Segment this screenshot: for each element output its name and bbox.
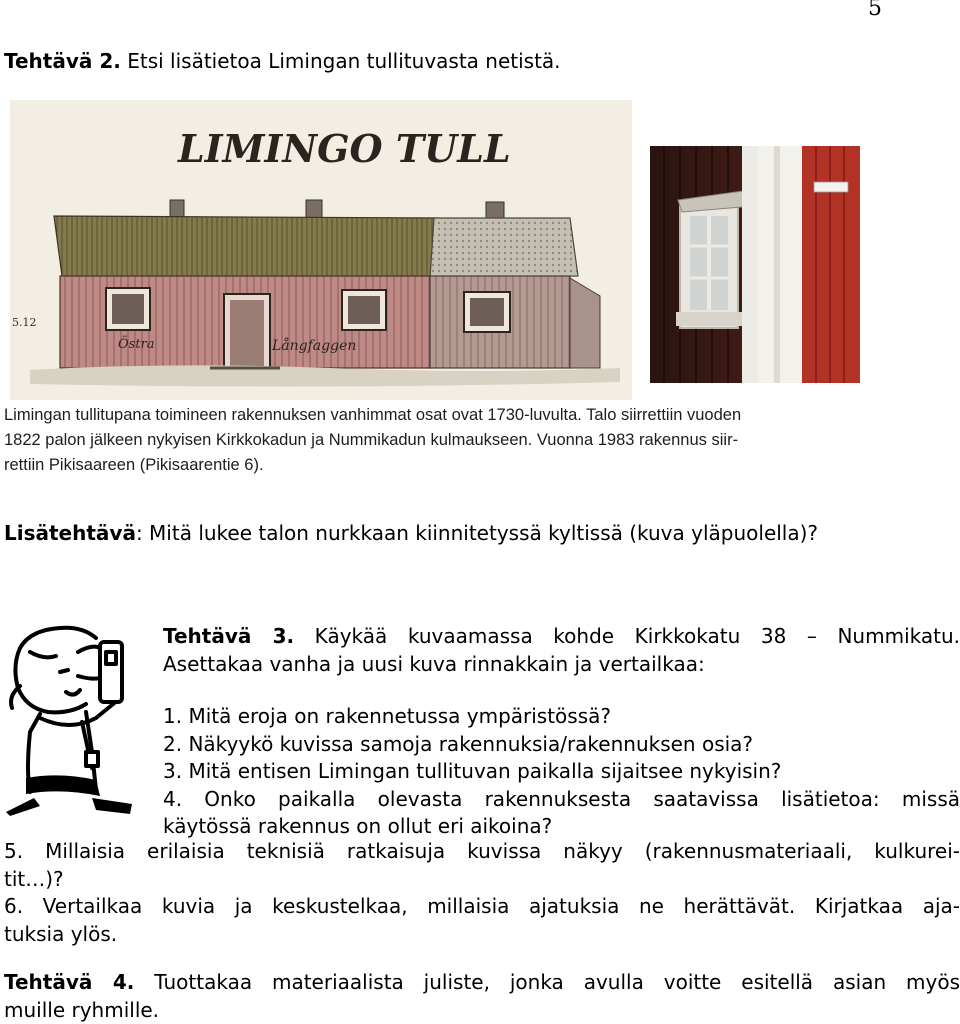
- extra-task: [4, 521, 818, 545]
- question-2: 2. Näkyykö kuvissa samoja rakennuksia/rakennuksen osia?: [163, 731, 960, 759]
- task-3: [163, 622, 960, 678]
- task-4-line-2: muille ryhmille.: [4, 997, 960, 1024]
- task-2-heading: [4, 47, 561, 75]
- right-shoe: [92, 798, 132, 814]
- chimney: [170, 200, 184, 218]
- question-4-line-1: 4. Onko paikalla olevasta rakennuksesta saatavissa lisätietoa: missä: [163, 786, 960, 814]
- question-3: 3. Mitä entisen Limingan tullituvan paikalla sijaitsee nykyisin?: [163, 758, 960, 786]
- left-shoe: [6, 798, 40, 816]
- task-2-label: Tehtävä 2.: [4, 49, 121, 73]
- wall-inscription-left: Östra: [118, 335, 155, 352]
- drawing-title: LIMINGO TULL: [177, 126, 511, 171]
- task-3-line-1: [163, 622, 960, 650]
- task-3-line-2: Asettakaa vanha ja uusi kuva rinnakkain ja vertailkaa:: [163, 650, 960, 678]
- small-plaque: [814, 182, 848, 192]
- task-2-text: Etsi lisätietoa Limingan tullituvasta netistä.: [121, 49, 561, 73]
- historical-drawing: [10, 100, 632, 400]
- question-4-line-2: käytössä rakennus on ollut eri aikoina?: [163, 813, 960, 841]
- shingle-roof: [430, 218, 578, 278]
- margin-note: 5.12: [12, 316, 37, 329]
- window-pane: [348, 296, 380, 324]
- eye: [60, 670, 68, 672]
- question-5-line-1: 5. Millaisia erilaisia teknisiä ratkaisuja kuvissa näkyy (rakennusmateriaali, kulkurei-: [4, 838, 960, 866]
- door: [230, 300, 264, 368]
- building-corner-photo: [650, 146, 860, 383]
- head: [15, 628, 96, 713]
- question-6-line-1: 6. Vertailkaa kuvia ja keskustelkaa, millaisia ajatuksia ne herättävät. Kirjatkaa aja-: [4, 893, 960, 921]
- caption-line: Limingan tullitupana toimineen rakennuksen vanhimmat osat ovat 1730-luvulta. Talo siirrettiin vuoden: [4, 403, 960, 428]
- wall-inscription-right: Långfaggen: [271, 337, 356, 354]
- task-4-line-1: [4, 969, 960, 997]
- window-sill: [676, 312, 742, 326]
- caption-line: 1822 palon jälkeen nykyisen Kirkkokadun ja Nummikadun kulmaukseen. Vuonna 1983 rakennus siir-: [4, 428, 960, 453]
- red-wall: [802, 146, 860, 383]
- skirt: [26, 775, 100, 796]
- task-3-label: Tehtävä 3.: [163, 624, 294, 648]
- extra-task-label: Lisätehtävä: [4, 521, 136, 545]
- question-1: 1. Mitä eroja on rakennetussa ympäristössä?: [163, 703, 960, 731]
- chimney: [306, 200, 322, 218]
- question-list-full: [4, 838, 960, 948]
- question-6-line-2: tuksia ylös.: [4, 921, 960, 949]
- window-pane: [470, 298, 504, 326]
- photo-caption: [4, 403, 960, 478]
- window-pane: [112, 294, 144, 324]
- task-3-text: Käykää kuvaamassa kohde Kirkkokatu 38 – Nummikatu.: [294, 624, 960, 648]
- question-list-indented: [163, 703, 960, 841]
- task-4: [4, 969, 960, 1024]
- task-4-text: Tuottakaa materiaalista juliste, jonka avulla voitte esitellä asian myös: [134, 970, 960, 994]
- caption-line: rettiin Pikisaareen (Pikisaarentie 6).: [4, 453, 960, 478]
- chimney: [486, 202, 504, 218]
- hair-end: [11, 686, 20, 708]
- task-4-label: Tehtävä 4.: [4, 970, 134, 994]
- thatched-roof: [54, 216, 438, 278]
- extra-task-text: : Mitä lukee talon nurkkaan kiinnitetyssä kyltissä (kuva yläpuolella)?: [136, 521, 818, 545]
- photographer-illustration: [0, 622, 140, 818]
- question-5-line-2: tit…)?: [4, 866, 960, 894]
- badge: [86, 752, 98, 766]
- corner-board: [742, 146, 758, 383]
- page-number: 5: [868, 0, 882, 21]
